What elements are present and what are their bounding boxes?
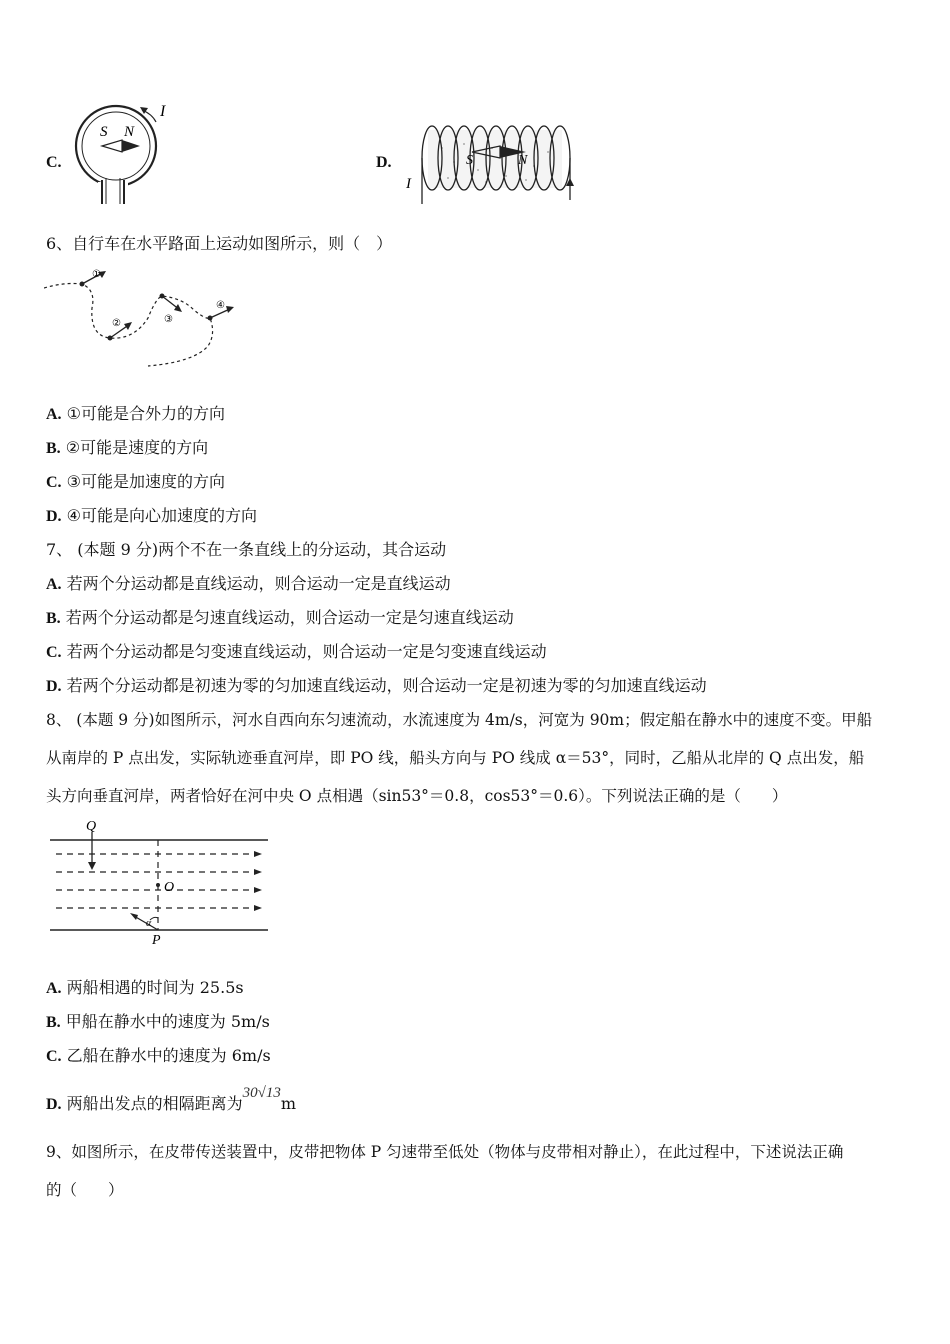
q9-stem-line-2: 的（ ） bbox=[46, 1181, 124, 1199]
q8-stem-line-2: 从南岸的 P 点出发，实际轨迹垂直河岸，即 PO 线，船头方向与 PO 线成 α＝53°，同时，乙船从北岸的 Q 点出发，船 bbox=[46, 749, 865, 767]
q9-stem-line-1: 9、如图所示，在皮带传送装置中，皮带把物体 P 匀速带至低处（物体与皮带相对静止），在此过程中，下述说法正确 bbox=[46, 1143, 844, 1161]
q6-stem: 6、自行车在水平路面上运动如图所示，则（ ） bbox=[46, 234, 393, 253]
figure-c-ring-magnet bbox=[70, 98, 180, 204]
fig-d-n: N bbox=[518, 153, 528, 168]
q8-option-d[interactable]: D. 两船出发点的相隔距离为30√13m bbox=[46, 1085, 297, 1113]
fig-c-n: N bbox=[124, 124, 135, 140]
q6-marker-1: ① bbox=[92, 269, 101, 280]
q8-figure-river bbox=[50, 816, 274, 950]
option-d-label: D. bbox=[376, 154, 392, 171]
q6-option-a[interactable]: A. ①可能是合外力的方向 bbox=[46, 404, 226, 423]
option-c-label: C. bbox=[46, 154, 62, 171]
q8-fig-q: Q bbox=[86, 819, 97, 834]
fig-c-i: I bbox=[160, 103, 166, 120]
q7-option-b[interactable]: B. 若两个分运动都是匀速直线运动，则合运动一定是匀速直线运动 bbox=[46, 608, 514, 627]
q8-stem-line-1: 8、 (本题 9 分)如图所示，河水自西向东匀速流动，水流速度为 4m/s，河宽为 90m；假定船在静水中的速度不变。甲船 bbox=[46, 711, 873, 729]
q6-option-d[interactable]: D. ④可能是向心加速度的方向 bbox=[46, 506, 258, 525]
q8-option-c[interactable]: C. 乙船在静水中的速度为 6m/s bbox=[46, 1046, 271, 1065]
q8-fig-o: O bbox=[164, 880, 175, 895]
figure-d-solenoid bbox=[402, 118, 582, 208]
fig-d-i: I bbox=[406, 176, 411, 192]
q6-marker-3: ③ bbox=[164, 314, 173, 325]
fig-c-s: S bbox=[100, 124, 108, 140]
q6-marker-2: ② bbox=[112, 318, 121, 329]
q8-option-d-formula: 30√13 bbox=[242, 1085, 281, 1101]
q8-option-a[interactable]: A. 两船相遇的时间为 25.5s bbox=[46, 978, 244, 997]
fig-d-s: S bbox=[466, 153, 473, 168]
q8-option-b[interactable]: B. 甲船在静水中的速度为 5m/s bbox=[46, 1012, 270, 1031]
q6-option-b[interactable]: B. ②可能是速度的方向 bbox=[46, 438, 209, 457]
q6-marker-4: ④ bbox=[216, 300, 225, 311]
q7-stem: 7、 (本题 9 分)两个不在一条直线上的分运动，其合运动 bbox=[46, 540, 447, 559]
q8-fig-alpha: α bbox=[146, 918, 152, 929]
q8-stem-line-3: 头方向垂直河岸，两者恰好在河中央 O 点相遇（sin53°＝0.8，cos53°＝0.6）。下列说法正确的是（ ） bbox=[46, 787, 788, 805]
q6-option-c[interactable]: C. ③可能是加速度的方向 bbox=[46, 472, 226, 491]
q7-option-a[interactable]: A. 若两个分运动都是直线运动，则合运动一定是直线运动 bbox=[46, 574, 451, 593]
q7-option-d[interactable]: D. 若两个分运动都是初速为零的匀加速直线运动，则合运动一定是初速为零的匀加速直线运动 bbox=[46, 676, 707, 695]
q7-option-c[interactable]: C. 若两个分运动都是匀变速直线运动，则合运动一定是匀变速直线运动 bbox=[46, 642, 547, 661]
q6-figure-bike-path bbox=[44, 264, 244, 374]
q8-fig-p: P bbox=[152, 933, 161, 948]
